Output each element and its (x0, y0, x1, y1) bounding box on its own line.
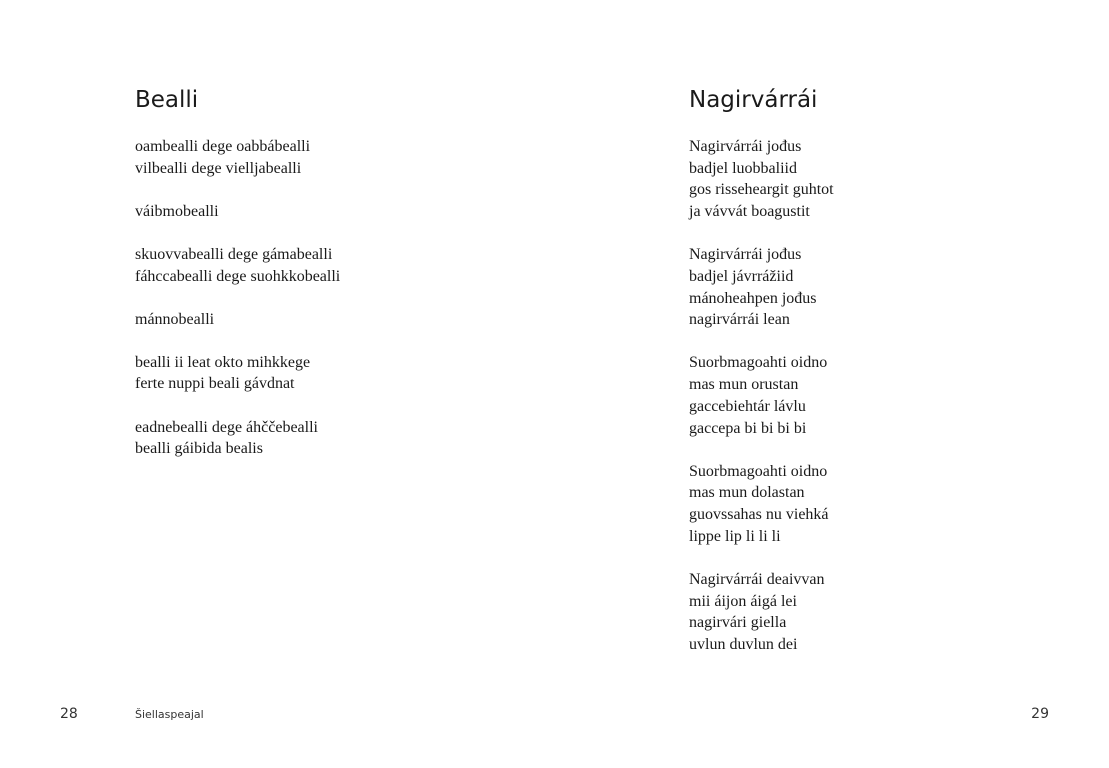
right-page (554, 0, 1109, 768)
poem-line: bealli gáibida bealis (135, 440, 263, 458)
poem-line: gaccepa bi bi bi bi (689, 419, 807, 437)
stanza (689, 244, 834, 331)
poem-line: mas mun orustan (689, 376, 799, 394)
poem-line: mánoheahpen jođus (689, 289, 817, 307)
left-page (0, 0, 554, 768)
poem-line: bealli ii leat okto mihkkege (135, 353, 311, 371)
stanza (135, 244, 340, 287)
poem-line: uvlun duvlun dei (689, 635, 798, 653)
poem-body-right (689, 136, 834, 677)
poem-title-right: Nagirvárrái (689, 87, 818, 113)
stanza (689, 136, 834, 223)
poem-line: mii áijon áigá lei (689, 592, 797, 610)
stanza (689, 461, 834, 548)
poem-line: ja vávvát boagustit (689, 203, 810, 221)
poem-line: gos risseheargit guhtot (689, 181, 834, 199)
running-title: Šiellaspeajal (135, 708, 204, 721)
poem-line: badjel jávrrážiid (689, 267, 794, 285)
poem-line: Nagirvárrái jođus (689, 138, 802, 155)
poem-line: mánnobealli (135, 310, 215, 328)
poem-line: nagirvári giella (689, 614, 787, 632)
poem-line: Suorbmagoahti oidno (689, 354, 828, 372)
poem-line: Nagirvárrái deaivvan (689, 570, 825, 588)
poem-line: Suorbmagoahti oidno (689, 462, 828, 480)
poem-line: gaccebiehtár lávlu (689, 397, 806, 415)
poem-line: badjel luobbaliid (689, 159, 797, 177)
poem-line: eadnebealli dege áhččebealli (135, 418, 318, 436)
page-number-right: 29 (1031, 706, 1049, 722)
poem-line: váibmobealli (135, 202, 219, 220)
poem-line: vilbealli dege vielljabealli (135, 159, 302, 177)
stanza (135, 201, 340, 223)
stanza (135, 352, 340, 395)
poem-line: nagirvárrái lean (689, 311, 790, 329)
poem-body-left (135, 136, 340, 481)
poem-title-left: Bealli (135, 87, 199, 113)
stanza (135, 417, 340, 460)
poem-line: lippe lip li li li (689, 527, 781, 545)
poem-line: mas mun dolastan (689, 484, 805, 502)
poem-line: skuovvabealli dege gámabealli (135, 245, 333, 263)
poem-line: guovssahas nu viehká (689, 506, 829, 524)
stanza (689, 352, 834, 439)
poem-line: Nagirvárrái jođus (689, 246, 802, 264)
stanza (135, 309, 340, 331)
stanza (135, 136, 340, 179)
poem-line: ferte nuppi beali gávdnat (135, 375, 295, 393)
poem-line: fáhccabealli dege suohkkobealli (135, 267, 341, 285)
stanza (689, 569, 834, 656)
page-number-left: 28 (60, 706, 78, 722)
poem-line: oambealli dege oabbábealli (135, 138, 311, 155)
